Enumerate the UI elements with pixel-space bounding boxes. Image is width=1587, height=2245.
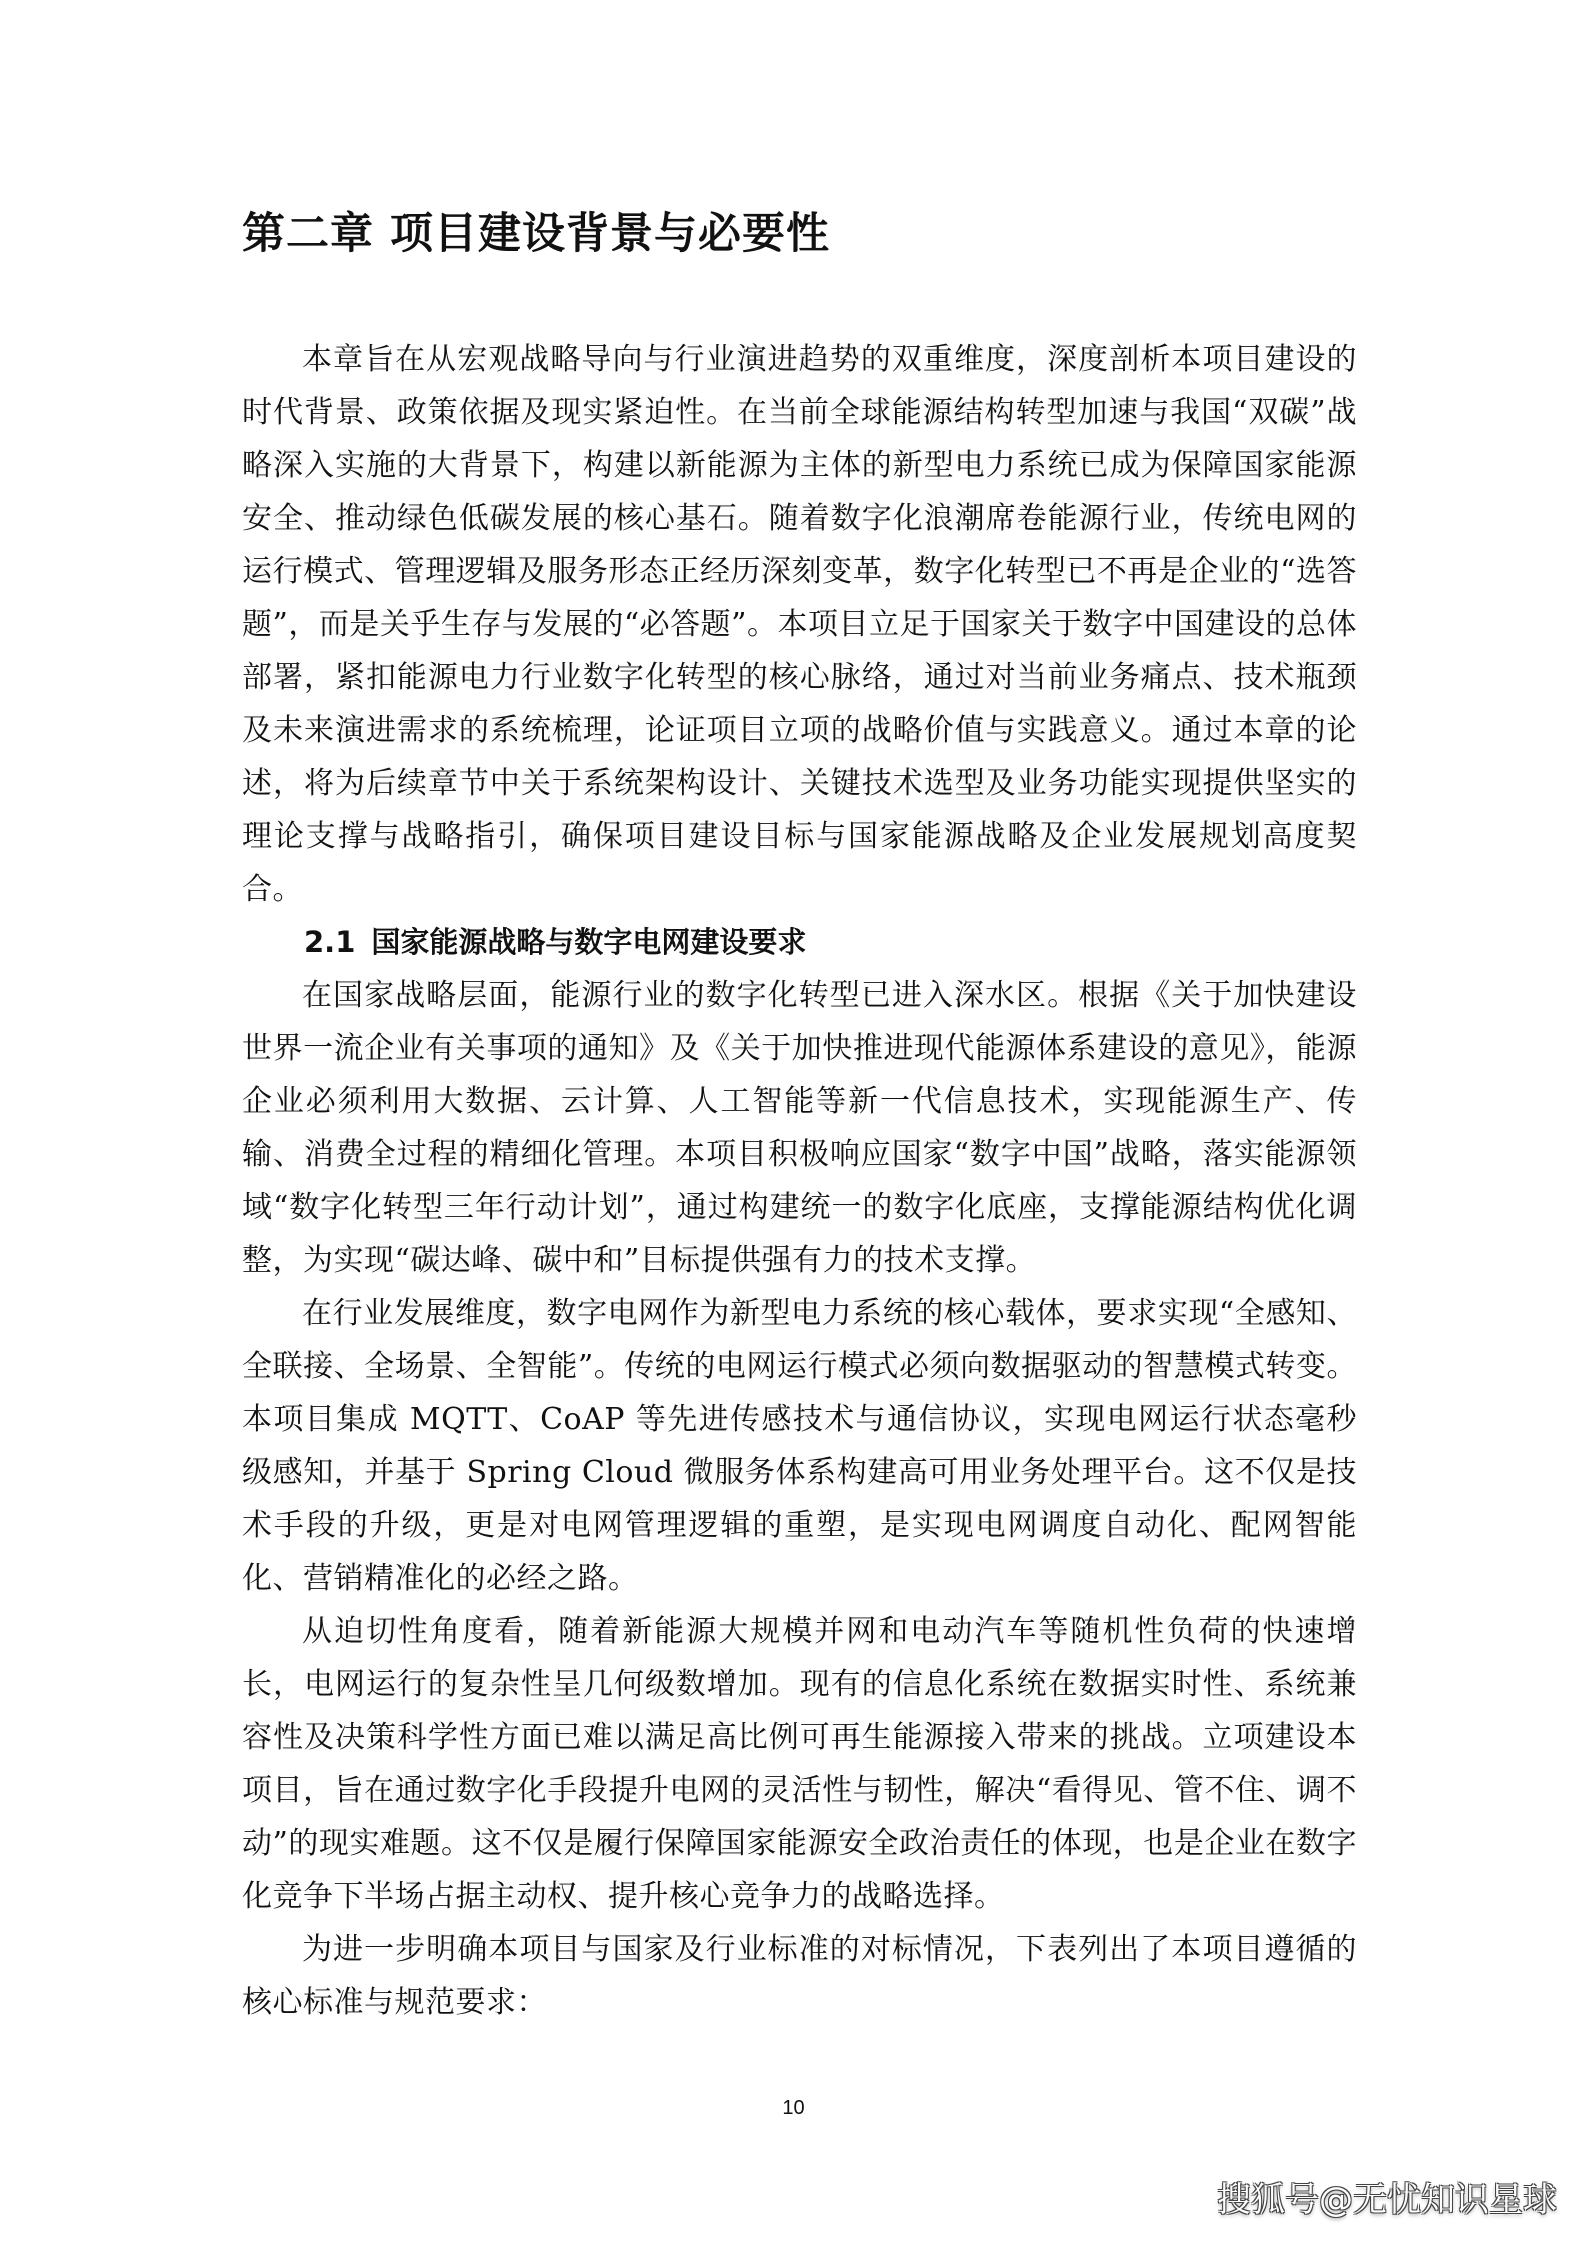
body-paragraph-strategy: 在国家战略层面，能源行业的数字化转型已进入深水区。根据《关于加快建设世界一流企业有关事项的通知》及《关于加快推进现代能源体系建设的意见》，能源企业必须利用大数据、云计算、人工智能等新一代信息技术，实现能源生产、传输、消费全过程的精细化管理。本项目积极响应国家“数字中国”战略，落实能源领域“数字化转型三年行动计划”，通过构建统一的数字化底座，支撑能源结构优化调整，为实现“碳达峰、碳中和”目标提供强有力的技术支撑。 bbox=[242, 978, 1357, 1278]
section-number: 2.1 bbox=[304, 925, 356, 959]
section-title: 国家能源战略与数字电网建设要求 bbox=[371, 925, 807, 959]
section-heading bbox=[242, 916, 1357, 969]
intro-paragraph: 本章旨在从宏观战略导向与行业演进趋势的双重维度，深度剖析本项目建设的时代背景、政策依据及现实紧迫性。在当前全球能源结构转型加速与我国“双碳”战略深入实施的大背景下，构建以新能源为主体的新型电力系统已成为保障国家能源安全、推动绿色低碳发展的核心基石。随着数字化浪潮席卷能源行业，传统电网的运行模式、管理逻辑及服务形态正经历深刻变革，数字化转型已不再是企业的“选答题”，而是关乎生存与发展的“必答题”。本项目立足于国家关于数字中国建设的总体部署，紧扣能源电力行业数字化转型的核心脉络，通过对当前业务痛点、技术瓶颈及未来演进需求的系统梳理，论证项目立项的战略价值与实践意义。通过本章的论述，将为后续章节中关于系统架构设计、关键技术选型及业务功能实现提供坚实的理论支撑与战略指引，确保项目建设目标与国家能源战略及企业发展规划高度契合。 bbox=[242, 342, 1358, 907]
body-paragraph-standards-intro: 为进一步明确本项目与国家及行业标准的对标情况，下表列出了本项目遵循的核心标准与规范要求： bbox=[242, 1932, 1357, 2020]
page-number: 10 bbox=[782, 2097, 805, 2119]
chapter-title: 第二章 项目建设背景与必要性 bbox=[242, 209, 830, 259]
page-body bbox=[242, 333, 1357, 2029]
watermark: 搜狐号@无忧知识星球 bbox=[1217, 2180, 1557, 2220]
body-paragraph-industry: 在行业发展维度，数字电网作为新型电力系统的核心载体，要求实现“全感知、全联接、全场景、全智能”。传统的电网运行模式必须向数据驱动的智慧模式转变。本项目集成 MQTT、CoAP 等先进传感技术与通信协议，实现电网运行状态毫秒级感知，并基于 Spring Cloud 微服务体系构建高可用业务处理平台。这不仅是技术手段的升级，更是对电网管理逻辑的重塑，是实现电网调度自动化、配网智能化、营销精准化的必经之路。 bbox=[242, 1296, 1357, 1596]
body-paragraph-urgency: 从迫切性角度看，随着新能源大规模并网和电动汽车等随机性负荷的快速增长，电网运行的复杂性呈几何级数增加。现有的信息化系统在数据实时性、系统兼容性及决策科学性方面已难以满足高比例可再生能源接入带来的挑战。立项建设本项目，旨在通过数字化手段提升电网的灵活性与韧性，解决“看得见、管不住、调不动”的现实难题。这不仅是履行保障国家能源安全政治责任的体现，也是企业在数字化竞争下半场占据主动权、提升核心竞争力的战略选择。 bbox=[242, 1614, 1357, 1914]
